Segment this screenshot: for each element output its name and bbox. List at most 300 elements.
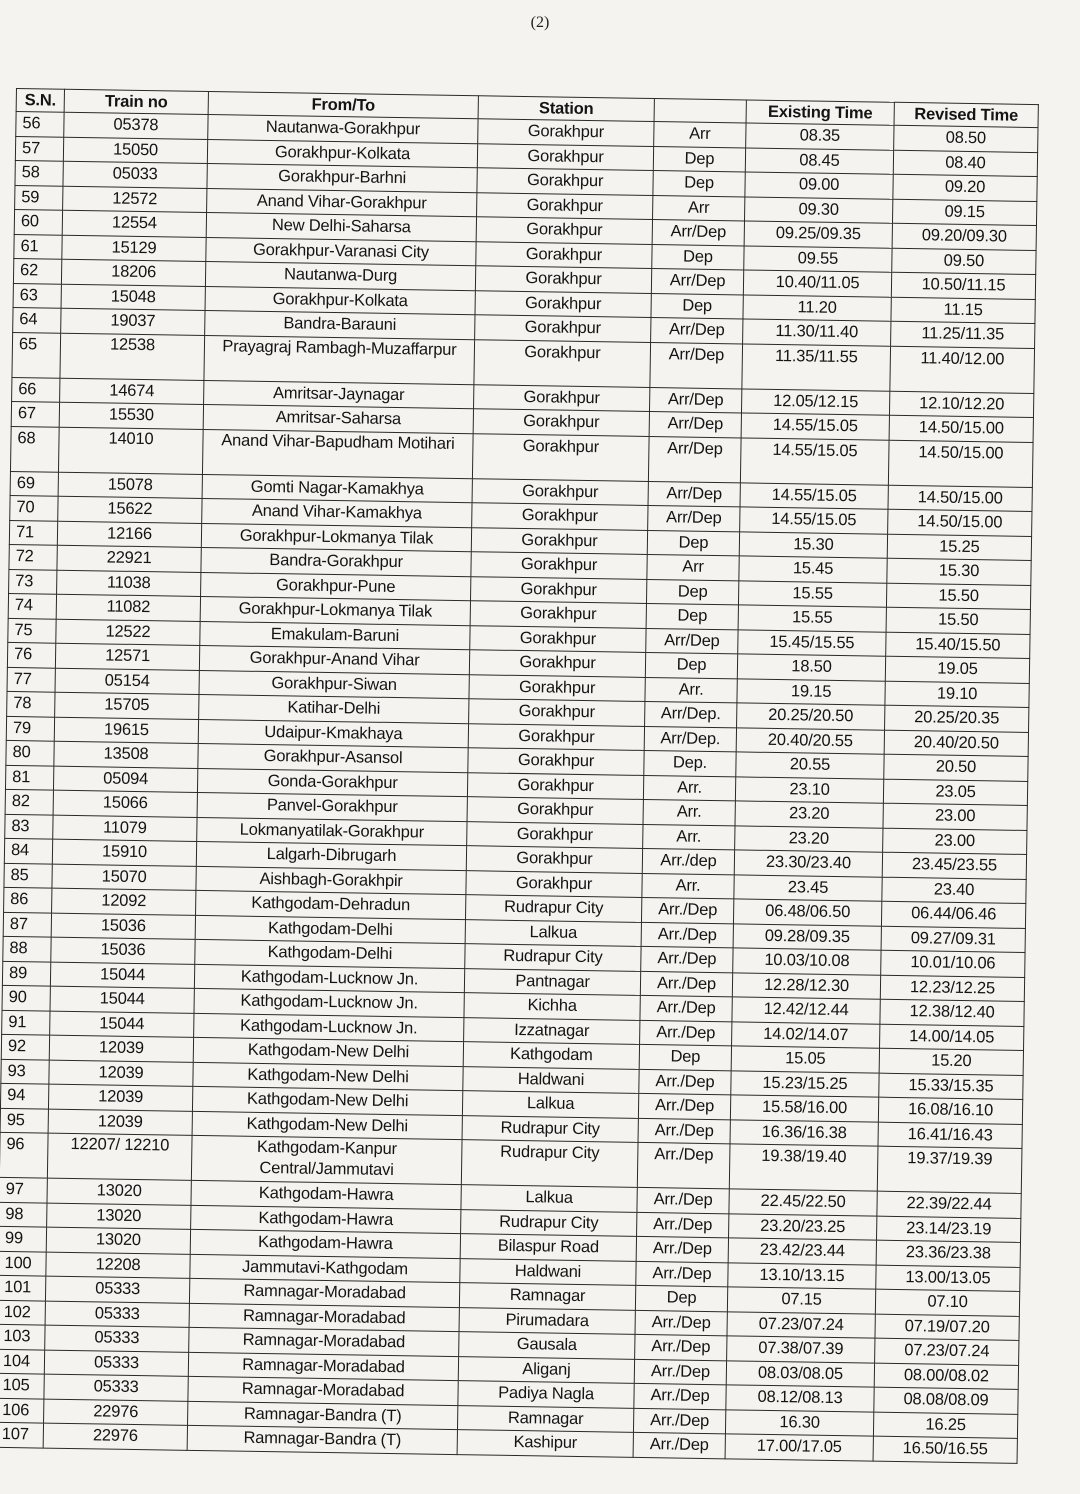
cell-revised-time: 15.50 (886, 583, 1030, 610)
cell-station: Gorakhpur (467, 797, 643, 824)
cell-station: Gorakhpur (470, 601, 646, 628)
cell-existing-time: 23.20 (735, 825, 883, 852)
cell-train-no: 13508 (54, 741, 198, 768)
cell-sn: 70 (10, 495, 58, 520)
cell-existing-time: 11.30/11.40 (743, 319, 891, 346)
cell-existing-time: 12.42/12.44 (732, 997, 880, 1024)
cell-station: Haldwani (460, 1258, 636, 1285)
cell-station: Gorakhpur (471, 576, 647, 603)
cell-existing-time: 14.55/15.05 (740, 507, 888, 534)
cell-from-to: Aishbagh-Gorakhpir (196, 866, 466, 895)
cell-revised-time: 13.00/13.05 (876, 1265, 1020, 1292)
cell-sn: 92 (1, 1034, 49, 1059)
cell-arr-dep: Arr./Dep (636, 1236, 728, 1262)
cell-station: Gorakhpur (473, 409, 649, 436)
cell-existing-time: 07.38/07.39 (727, 1336, 875, 1363)
cell-revised-time: 09.27/09.31 (881, 926, 1025, 953)
cell-train-no: 13020 (46, 1227, 190, 1254)
cell-train-no: 19615 (54, 717, 198, 744)
cell-arr-dep: Arr./Dep (638, 1093, 730, 1119)
cell-revised-time: 15.33/15.35 (879, 1073, 1023, 1100)
header-existing-time: Existing Time (746, 100, 894, 125)
cell-from-to: Gorakhpur-Barhni (207, 164, 477, 193)
cell-revised-time: 10.50/11.15 (891, 272, 1035, 299)
cell-revised-time: 12.23/12.25 (880, 975, 1024, 1002)
cell-arr-dep: Arr/Dep. (645, 701, 737, 727)
cell-train-no: 19037 (61, 308, 205, 335)
cell-from-to: Kathgodam-New Delhi (192, 1111, 462, 1140)
cell-train-no: 05333 (45, 1301, 189, 1328)
cell-arr-dep: Arr (653, 195, 745, 221)
cell-from-to: Ramnagar-Bandra (T) (187, 1425, 457, 1454)
cell-station: Gorakhpur (477, 143, 653, 170)
cell-existing-time: 08.35 (746, 123, 894, 150)
cell-from-to: Kathgodam-Kanpur Central/Jammutavi (191, 1135, 462, 1184)
cell-from-to: Nautanwa-Durg (205, 262, 475, 291)
cell-station: Bilaspur Road (460, 1234, 636, 1261)
cell-from-to: Gorakhpur-Kolkata (207, 139, 477, 168)
cell-existing-time: 09.30 (745, 196, 893, 223)
cell-existing-time: 09.25/09.35 (744, 221, 892, 248)
cell-sn: 65 (12, 332, 61, 378)
cell-train-no: 05154 (55, 668, 199, 695)
cell-arr-dep: Arr. (643, 775, 735, 801)
cell-from-to: Gorakhpur-Siwan (199, 670, 469, 699)
cell-from-to: Kathgodam-Hawra (190, 1229, 460, 1258)
cell-from-to: Gorakhpur-Lokmanya Tilak (201, 523, 471, 552)
cell-existing-time: 19.15 (737, 678, 885, 705)
cell-arr-dep: Arr/Dep (651, 269, 743, 295)
cell-arr-dep: Arr./Dep (641, 922, 733, 948)
header-train-no: Train no (64, 89, 208, 114)
cell-station: Pantnagar (464, 968, 640, 995)
cell-existing-time: 23.30/23.40 (734, 850, 882, 877)
cell-arr-dep: Dep (651, 293, 743, 319)
cell-arr-dep: Arr (654, 122, 746, 148)
cell-revised-time: 08.00/08.02 (874, 1363, 1018, 1390)
cell-sn: 77 (7, 667, 55, 692)
cell-arr-dep: Arr./Dep (638, 1118, 730, 1144)
cell-existing-time: 16.36/16.38 (730, 1119, 878, 1146)
cell-sn: 76 (7, 642, 55, 667)
cell-station: Gorakhpur (477, 168, 653, 195)
cell-existing-time: 20.40/20.55 (736, 727, 884, 754)
cell-existing-time: 17.00/17.05 (725, 1434, 873, 1461)
cell-arr-dep: Arr./Dep (640, 995, 732, 1021)
cell-revised-time: 11.15 (891, 297, 1035, 324)
cell-train-no: 12554 (62, 210, 206, 237)
cell-revised-time: 23.45/23.55 (882, 852, 1026, 879)
cell-from-to: Bandra-Barauni (205, 310, 475, 339)
cell-train-no: 12571 (55, 643, 199, 670)
cell-train-no: 12522 (56, 619, 200, 646)
cell-revised-time: 07.10 (875, 1289, 1019, 1316)
cell-from-to: Anand Vihar-Gorakhpur (207, 188, 477, 217)
cell-station: Gorakhpur (476, 241, 652, 268)
cell-existing-time: 12.05/12.15 (741, 388, 889, 415)
cell-sn: 88 (3, 936, 51, 961)
cell-arr-dep: Dep (645, 652, 737, 678)
cell-station: Padiya Nagla (458, 1381, 634, 1408)
cell-train-no: 12207/ 12210 (47, 1133, 192, 1180)
cell-from-to: Gorakhpur-Kolkata (205, 286, 475, 315)
cell-sn: 67 (11, 401, 59, 426)
cell-station: Kashipur (457, 1430, 633, 1457)
cell-train-no: 13020 (47, 1203, 191, 1230)
cell-sn: 78 (7, 691, 55, 716)
cell-from-to: Bandra-Gorakhpur (201, 547, 471, 576)
cell-train-no: 05094 (53, 766, 197, 793)
cell-train-no: 15048 (61, 284, 205, 311)
cell-revised-time: 09.15 (892, 199, 1036, 226)
cell-station: Gorakhpur (471, 552, 647, 579)
cell-arr-dep: Dep (646, 603, 738, 629)
cell-revised-time: 16.08/16.10 (878, 1097, 1022, 1124)
cell-sn: 105 (0, 1373, 44, 1398)
cell-train-no: 15530 (59, 402, 203, 429)
cell-from-to: Ramnagar-Bandra (T) (188, 1401, 458, 1430)
cell-sn: 94 (0, 1083, 48, 1108)
cell-revised-time: 22.39/22.44 (877, 1191, 1021, 1218)
cell-sn: 71 (9, 520, 57, 545)
cell-sn: 87 (3, 912, 51, 937)
cell-existing-time: 19.38/19.40 (729, 1144, 878, 1191)
cell-station: Izzatnagar (464, 1017, 640, 1044)
cell-revised-time: 11.25/11.35 (891, 321, 1035, 348)
cell-arr-dep: Arr/Dep (650, 342, 743, 388)
cell-station: Rudrapur City (462, 1115, 638, 1142)
cell-revised-time: 23.40 (882, 877, 1026, 904)
cell-arr-dep: Arr. (642, 873, 734, 899)
cell-sn: 89 (2, 961, 50, 986)
cell-train-no: 12039 (48, 1109, 192, 1136)
cell-existing-time: 10.40/11.05 (743, 270, 891, 297)
header-from-to: From/To (208, 92, 478, 119)
cell-train-no: 12538 (60, 333, 205, 380)
cell-station: Gorakhpur (468, 723, 644, 750)
cell-arr-dep: Arr./Dep (640, 1020, 732, 1046)
cell-revised-time: 15.40/15.50 (886, 632, 1030, 659)
cell-arr-dep: Dep (653, 171, 745, 197)
cell-train-no: 15036 (51, 937, 195, 964)
cell-sn: 79 (6, 716, 54, 741)
cell-station: Gorakhpur (477, 192, 653, 219)
cell-from-to: Gonda-Gorakhpur (197, 768, 467, 797)
cell-sn: 63 (13, 283, 61, 308)
cell-revised-time: 16.41/16.43 (878, 1122, 1022, 1149)
cell-from-to: Kathgodam-Lucknow Jn. (194, 988, 464, 1017)
cell-from-to: Kathgodam-Delhi (195, 939, 465, 968)
cell-revised-time: 16.25 (873, 1412, 1017, 1439)
cell-from-to: Kathgodam-New Delhi (193, 1062, 463, 1091)
cell-arr-dep: Dep (647, 530, 739, 556)
cell-sn: 84 (4, 838, 52, 863)
cell-arr-dep: Arr./Dep (640, 971, 732, 997)
cell-station: Rudrapur City (461, 1209, 637, 1236)
cell-from-to: Ramnagar-Moradabad (189, 1303, 459, 1332)
cell-station: Lalkua (461, 1185, 637, 1212)
cell-train-no: 14010 (58, 427, 203, 474)
cell-sn: 80 (6, 740, 54, 765)
cell-station: Gorakhpur (469, 674, 645, 701)
cell-station: Gorakhpur (474, 384, 650, 411)
cell-arr-dep: Arr/Dep (648, 481, 740, 507)
cell-existing-time: 23.45 (734, 874, 882, 901)
cell-existing-time: 11.35/11.55 (742, 343, 891, 390)
cell-train-no: 13020 (47, 1178, 191, 1205)
cell-station: Gorakhpur (469, 650, 645, 677)
cell-from-to: Anand Vihar-Bapudham Motihari (202, 429, 473, 478)
cell-existing-time: 06.48/06.50 (733, 899, 881, 926)
cell-train-no: 11038 (57, 570, 201, 597)
cell-arr-dep: Arr. (645, 677, 737, 703)
cell-train-no: 11082 (56, 594, 200, 621)
cell-train-no: 05333 (44, 1374, 188, 1401)
cell-station: Gorakhpur (475, 315, 651, 342)
cell-existing-time: 09.00 (745, 172, 893, 199)
cell-from-to: Kathgodam-Hawra (191, 1205, 461, 1234)
cell-sn: 107 (0, 1422, 44, 1447)
cell-arr-dep: Arr./Dep (637, 1212, 729, 1238)
cell-existing-time: 23.20 (735, 801, 883, 828)
cell-station: Gorakhpur (478, 119, 654, 146)
cell-revised-time: 15.20 (879, 1048, 1023, 1075)
cell-train-no: 05378 (64, 112, 208, 139)
cell-station: Haldwani (463, 1066, 639, 1093)
cell-arr-dep: Arr./dep (642, 848, 734, 874)
cell-existing-time: 08.45 (745, 147, 893, 174)
cell-from-to: Prayagraj Rambagh-Muzaffarpur (204, 335, 475, 384)
cell-station: Rudrapur City (461, 1140, 638, 1188)
cell-arr-dep: Arr./Dep (634, 1383, 726, 1409)
cell-station: Kichha (464, 993, 640, 1020)
cell-train-no: 15078 (58, 472, 202, 499)
cell-train-no: 15044 (50, 1011, 194, 1038)
cell-sn: 96 (0, 1132, 48, 1178)
cell-train-no: 15066 (53, 790, 197, 817)
cell-arr-dep: Arr/Dep (652, 220, 744, 246)
cell-sn: 56 (16, 112, 64, 137)
cell-train-no: 22976 (43, 1423, 187, 1450)
cell-sn: 68 (10, 426, 59, 472)
cell-station: Gorakhpur (472, 503, 648, 530)
cell-train-no: 12208 (46, 1252, 190, 1279)
cell-arr-dep: Arr/Dep (648, 505, 740, 531)
cell-sn: 83 (5, 814, 53, 839)
cell-station: Rudrapur City (466, 895, 642, 922)
cell-revised-time: 09.20/09.30 (892, 223, 1036, 250)
cell-revised-time: 16.50/16.55 (873, 1436, 1017, 1463)
cell-station: Gorakhpur (476, 217, 652, 244)
cell-existing-time: 16.30 (725, 1409, 873, 1436)
cell-station: Kathgodam (463, 1042, 639, 1069)
cell-train-no: 05033 (63, 161, 207, 188)
cell-train-no: 14674 (60, 378, 204, 405)
cell-station: Gorakhpur (470, 625, 646, 652)
cell-sn: 106 (0, 1398, 44, 1423)
cell-from-to: Kathgodam-Delhi (195, 915, 465, 944)
cell-revised-time: 14.00/14.05 (880, 1024, 1024, 1051)
cell-existing-time: 09.55 (744, 245, 892, 272)
cell-station: Gorakhpur (474, 339, 651, 387)
cell-arr-dep: Arr./Dep (636, 1261, 728, 1287)
cell-revised-time: 09.20 (893, 174, 1037, 201)
cell-revised-time: 14.50/15.00 (888, 485, 1032, 512)
cell-revised-time: 14.50/15.00 (888, 509, 1032, 536)
cell-train-no: 15910 (52, 839, 196, 866)
cell-from-to: Ramnagar-Moradabad (188, 1376, 458, 1405)
cell-sn: 103 (0, 1324, 45, 1349)
cell-sn: 86 (4, 887, 52, 912)
cell-station: Gorakhpur (472, 478, 648, 505)
cell-existing-time: 14.02/14.07 (732, 1021, 880, 1048)
cell-revised-time: 23.36/23.38 (876, 1240, 1020, 1267)
cell-sn: 91 (2, 1010, 50, 1035)
cell-existing-time: 15.45 (739, 556, 887, 583)
cell-from-to: New Delhi-Saharsa (206, 213, 476, 242)
cell-sn: 61 (14, 234, 62, 259)
timetable-sheet (0, 88, 1038, 1463)
cell-train-no: 15044 (50, 962, 194, 989)
cell-from-to: Udaipur-Kmakhaya (198, 719, 468, 748)
cell-existing-time: 15.55 (738, 580, 886, 607)
cell-from-to: Gorakhpur-Varanasi City (206, 237, 476, 266)
cell-existing-time: 07.15 (727, 1287, 875, 1314)
cell-arr-dep: Dep. (644, 750, 736, 776)
cell-from-to: Kathgodam-Hawra (191, 1180, 461, 1209)
cell-existing-time: 15.55 (738, 605, 886, 632)
cell-existing-time: 22.45/22.50 (729, 1189, 877, 1216)
cell-from-to: Gorakhpur-Lokmanya Tilak (200, 596, 470, 625)
cell-from-to: Kathgodam-New Delhi (193, 1037, 463, 1066)
cell-from-to: Lokmanyatilak-Gorakhpur (197, 817, 467, 846)
cell-from-to: Lalgarh-Dibrugarh (196, 841, 466, 870)
cell-from-to: Katihar-Delhi (199, 694, 469, 723)
cell-revised-time: 19.05 (885, 656, 1029, 683)
cell-sn: 72 (9, 544, 57, 569)
cell-revised-time: 08.50 (894, 125, 1038, 152)
cell-train-no: 12572 (63, 186, 207, 213)
cell-sn: 60 (14, 209, 62, 234)
cell-station: Gorakhpur (475, 290, 651, 317)
cell-arr-dep: Arr./Dep (639, 1069, 731, 1095)
cell-station: Gorakhpur (467, 772, 643, 799)
cell-arr-dep: Dep (635, 1285, 727, 1311)
cell-station: Lalkua (465, 919, 641, 946)
cell-sn: 73 (9, 569, 57, 594)
cell-revised-time: 19.10 (885, 681, 1029, 708)
cell-arr-dep: Dep (646, 579, 738, 605)
cell-station: Gorakhpur (475, 266, 651, 293)
cell-arr-dep: Arr./Dep (635, 1310, 727, 1336)
cell-sn: 95 (0, 1108, 48, 1133)
cell-from-to: Anand Vihar-Kamakhya (202, 498, 472, 527)
cell-revised-time: 20.40/20.50 (884, 730, 1028, 757)
cell-sn: 81 (5, 765, 53, 790)
cell-revised-time: 14.50/15.00 (889, 415, 1033, 442)
cell-revised-time: 14.50/15.00 (888, 440, 1033, 487)
cell-arr-dep: Arr./Dep (641, 946, 733, 972)
cell-existing-time: 10.03/10.08 (733, 948, 881, 975)
cell-station: Pirumadara (459, 1307, 635, 1334)
cell-from-to: Ramnagar-Moradabad (188, 1352, 458, 1381)
cell-train-no: 05333 (45, 1325, 189, 1352)
cell-sn: 66 (12, 377, 60, 402)
cell-from-to: Panvel-Gorakhpur (197, 792, 467, 821)
cell-train-no: 12166 (57, 521, 201, 548)
header-sn: S.N. (16, 89, 64, 113)
cell-station: Gorakhpur (467, 821, 643, 848)
cell-train-no: 18206 (61, 259, 205, 286)
cell-train-no: 11079 (53, 815, 197, 842)
cell-sn: 75 (8, 618, 56, 643)
cell-existing-time: 15.23/15.25 (731, 1070, 879, 1097)
cell-from-to: Kathgodam-Lucknow Jn. (194, 1013, 464, 1042)
cell-train-no: 05333 (44, 1350, 188, 1377)
cell-sn: 57 (15, 136, 63, 161)
cell-from-to: Kathgodam-Lucknow Jn. (194, 964, 464, 993)
cell-train-no: 12039 (48, 1084, 192, 1111)
cell-from-to: Amritsar-Jaynagar (204, 380, 474, 409)
header-revised-time: Revised Time (894, 102, 1038, 127)
cell-from-to: Kathgodam-Dehradun (196, 890, 466, 919)
cell-arr-dep: Arr/Dep. (644, 726, 736, 752)
cell-arr-dep: Arr/Dep (649, 411, 741, 437)
cell-sn: 93 (1, 1059, 49, 1084)
cell-train-no: 05333 (45, 1276, 189, 1303)
cell-existing-time: 13.10/13.15 (728, 1262, 876, 1289)
cell-from-to: Gorakhpur-Pune (201, 572, 471, 601)
cell-revised-time: 06.44/06.46 (881, 901, 1025, 928)
cell-sn: 97 (0, 1177, 47, 1202)
cell-revised-time: 23.00 (883, 828, 1027, 855)
cell-train-no: 15050 (63, 137, 207, 164)
cell-train-no: 15622 (58, 496, 202, 523)
cell-from-to: Amritsar-Saharsa (203, 404, 473, 433)
cell-existing-time: 14.55/15.05 (741, 413, 889, 440)
cell-station: Gorakhpur (472, 433, 649, 481)
cell-from-to: Nautanwa-Gorakhpur (208, 115, 478, 144)
cell-existing-time: 15.58/16.00 (730, 1095, 878, 1122)
cell-revised-time: 09.50 (892, 248, 1036, 275)
cell-arr-dep: Arr./Dep (641, 897, 733, 923)
cell-sn: 98 (0, 1202, 47, 1227)
cell-station: Gausala (459, 1332, 635, 1359)
cell-station: Lalkua (462, 1091, 638, 1118)
cell-arr-dep: Arr/Dep (646, 628, 738, 654)
cell-sn: 59 (15, 185, 63, 210)
cell-sn: 69 (10, 471, 58, 496)
cell-sn: 58 (15, 160, 63, 185)
cell-station: Aliganj (458, 1356, 634, 1383)
cell-existing-time: 08.12/08.13 (726, 1385, 874, 1412)
cell-arr-dep: Arr./Dep (635, 1334, 727, 1360)
cell-revised-time: 23.05 (883, 779, 1027, 806)
cell-sn: 100 (0, 1251, 46, 1276)
cell-arr-dep: Dep (653, 146, 745, 172)
cell-revised-time: 11.40/12.00 (890, 346, 1035, 393)
page-number: (2) (530, 14, 550, 31)
cell-sn: 64 (13, 307, 61, 332)
cell-from-to: Gomti Nagar-Kamakhya (202, 474, 472, 503)
cell-revised-time: 08.08/08.09 (874, 1387, 1018, 1414)
cell-train-no: 15044 (50, 986, 194, 1013)
cell-existing-time: 11.20 (743, 294, 891, 321)
cell-sn: 104 (0, 1349, 45, 1374)
cell-from-to: Ramnagar-Moradabad (189, 1278, 459, 1307)
cell-train-no: 15036 (51, 913, 195, 940)
cell-revised-time: 15.25 (887, 534, 1031, 561)
